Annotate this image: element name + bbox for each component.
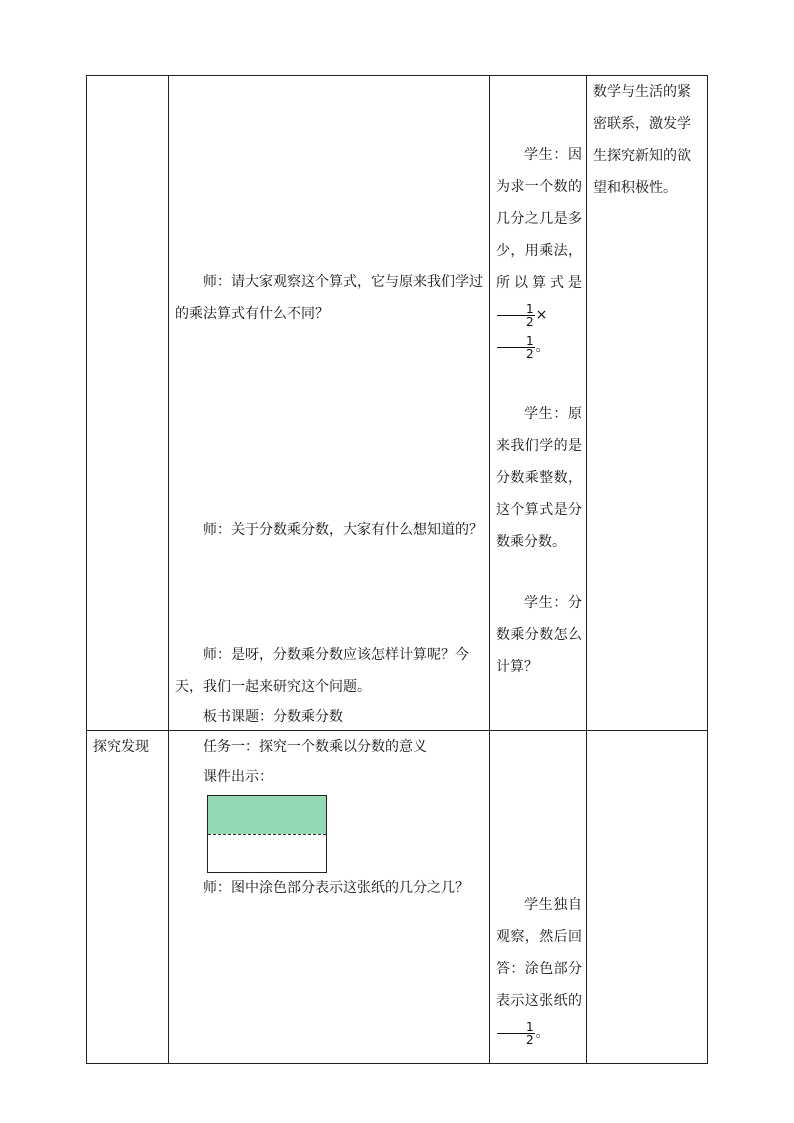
teacher-question-2: 师：关于分数乘分数，大家有什么想知道的？: [203, 522, 483, 538]
paper-fraction-diagram: [207, 795, 327, 873]
fraction-denominator: 2: [526, 1032, 534, 1047]
teacher-activity-cell: [169, 76, 490, 731]
times-sign: ×: [535, 307, 548, 323]
design-intent-cell: [587, 76, 708, 731]
student-answer-4: [496, 889, 582, 1049]
fraction-one-half-a: [497, 303, 535, 328]
student-activity-cell: [490, 731, 587, 1064]
stage-cell: [87, 76, 169, 731]
student-answer-2: 学生：原来我们学的是分数乘整数，这个算式是分数乘分数。: [496, 406, 582, 550]
shaded-region: [208, 796, 326, 834]
student-activity-cell: [490, 76, 587, 731]
lesson-table: [86, 75, 708, 1064]
board-title: 板书课题：分数乘分数: [203, 709, 343, 725]
fraction-numerator: 1: [497, 303, 535, 316]
teacher-question-1: 师：请大家观察这个算式，它与原来我们学过的乘法算式有什么不同？: [175, 274, 483, 322]
fraction-numerator: 1: [497, 1021, 535, 1034]
design-intent-note: 数学与生活的紧密联系，激发学生探究新知的欲望和积极性。: [593, 84, 691, 196]
stage-cell: [87, 731, 169, 1064]
student-answer-1: [496, 139, 582, 363]
fraction-denominator: 2: [526, 346, 534, 361]
table-row: [87, 731, 708, 1064]
student-answer-4-text: 学生独自观察，然后回答：涂色部分表示这张纸的: [496, 897, 582, 1009]
fraction-one-half-b: [497, 335, 535, 360]
student-answer-1-text: 学生：因为求一个数的几分之几是多少，用乘法，所以算式是: [496, 147, 582, 291]
task-title: 任务一：探究一个数乘以分数的意义: [203, 739, 427, 755]
courseware-label: 课件出示：: [203, 769, 273, 785]
dashed-fold-line: [208, 834, 326, 835]
period: 。: [535, 1025, 550, 1041]
teacher-question-4: 师：图中涂色部分表示这张纸的几分之几？: [203, 880, 469, 896]
table-row: [87, 76, 708, 731]
stage-label: 探究发现: [93, 739, 149, 755]
period: 。: [535, 339, 550, 355]
teacher-activity-cell: [169, 731, 490, 1064]
fraction-denominator: 2: [526, 314, 534, 329]
teacher-question-3: 师：是呀，分数乘分数应该怎样计算呢？今天，我们一起来研究这个问题。: [175, 647, 469, 695]
fraction-one-half-c: [497, 1021, 535, 1046]
fraction-numerator: 1: [497, 335, 535, 348]
student-answer-3: 学生：分数乘分数怎么计算？: [496, 595, 582, 675]
design-intent-cell: [587, 731, 708, 1064]
